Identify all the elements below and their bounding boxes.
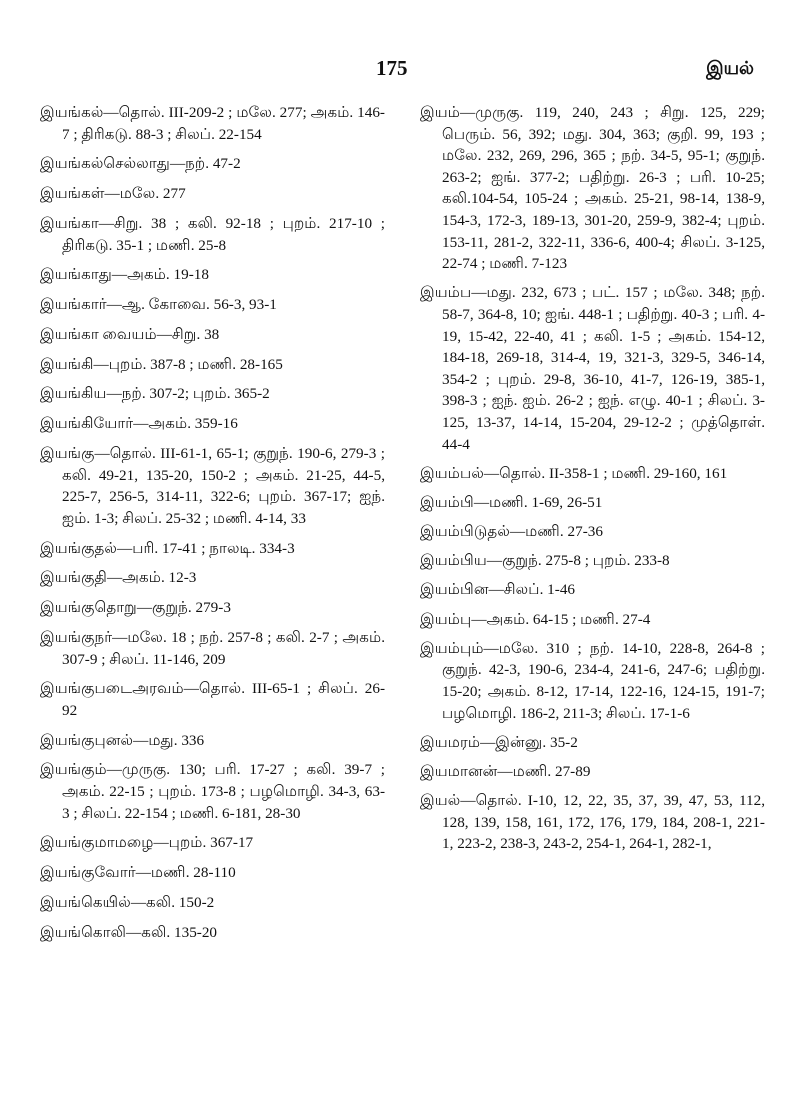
running-head: இயல் bbox=[706, 58, 754, 78]
index-entry: இயங்கார்—ஆ. கோவை. 56-3, 93-1 bbox=[40, 296, 277, 314]
index-entry: இயங்கள்—மலே. 277 bbox=[40, 185, 186, 203]
index-entry: இயங்கெயில்—கலி. 150-2 bbox=[40, 893, 215, 911]
index-entry: இயம்ப—மது. 232, 673 ; பட். 157 ; மலே. 348; நற். 58-7, 364-8, 10; ஐங். 448-1 ; பதிற்று. 40-3 ; பரி. 4-19, 15-42, 22-40, 41 ; கலி. 1-5 ; அகம். 154-12, 184-18, 269-18, 314-4, 19, 321-3, 329-5, 346-14, 354-2 ; புறம். 29-8, 36-10, 41-7, 126-19, 385-1, 398-3 ; ஐந். ஐம். 26-2 ; ஐந். எழு. 40-1 ; சிலப். 3-125, 13-37, 14-14, 15-204, 29-12-2 ; முத்தொள். 44-4 bbox=[420, 284, 765, 453]
index-entry: இயங்குதல்—பரி. 17-41 ; நாலடி. 334-3 bbox=[40, 539, 295, 557]
index-entry: இயம்—முருகு. 119, 240, 243 ; சிறு. 125, 229; பெரும். 56, 392; மது. 304, 363; குறி. 99, 193 ; மலே. 232, 269, 296, 365 ; நற். 34-5, 95-1; குறுந். 263-2; ஐங். 377-2; பதிற்று. 26-3 ; பரி. 10-25; கலி.104-54, 105-24 ; அகம். 25-21, 98-14, 138-9, 154-3, 172-3, 189-13, 301-20, 259-9, 382-4; புறம். 153-11, 281-2, 322-11, 336-6, 400-4; சிலப். 3-125, 22-74 ; மணி. 7-123 bbox=[420, 104, 765, 273]
index-entry: இயம்பிய—குறுந். 275-8 ; புறம். 233-8 bbox=[420, 552, 670, 570]
index-entry: இயம்பின—சிலப். 1-46 bbox=[420, 581, 576, 599]
index-entry: இயங்குவோர்—மணி. 28-110 bbox=[40, 864, 236, 882]
index-entry: இயங்கா வையம்—சிறு. 38 bbox=[40, 325, 220, 343]
index-entry: இயங்குமாமழை—புறம். 367-17 bbox=[40, 834, 254, 852]
index-entry: இயம்பல்—தொல். II-358-1 ; மணி. 29-160, 161 bbox=[420, 464, 728, 482]
index-entry: இயம்பு—அகம். 64-15 ; மணி. 27-4 bbox=[420, 610, 651, 628]
index-entry: இயம்பி—மணி. 1-69, 26-51 bbox=[420, 493, 603, 511]
index-entry: இயங்கியோர்—அகம். 359-16 bbox=[40, 415, 238, 433]
index-entry: இயமானன்—மணி. 27-89 bbox=[420, 762, 591, 780]
index-entry: இயம்பிடுதல்—மணி. 27-36 bbox=[420, 523, 603, 541]
left-column bbox=[40, 102, 385, 952]
index-entry: இயங்கு—தொல். III-61-1, 65-1; குறுந். 190-6, 279-3 ; கலி. 49-21, 135-20, 150-2 ; அகம். 21-25, 44-5, 225-7, 256-5, 314-11, 322-6; புறம். 367-17; ஐந். ஐம். 1-3; சிலப். 25-32 ; மணி. 4-14, 33 bbox=[40, 445, 385, 527]
index-entry: இயங்காது—அகம். 19-18 bbox=[40, 266, 209, 284]
index-entry: இயல்—தொல். I-10, 12, 22, 35, 37, 39, 47, 53, 112, 128, 139, 158, 161, 172, 176, 179, 184, 208-1, 221-1, 223-2, 238-3, 243-2, 254-1, 264-1, 282-1, bbox=[420, 792, 765, 853]
right-column bbox=[420, 102, 765, 863]
index-entry: இயங்கா—சிறு. 38 ; கலி. 92-18 ; புறம். 217-10 ; திரிகடு. 35-1 ; மணி. 25-8 bbox=[40, 214, 385, 254]
index-entry: இயங்குநர்—மலே. 18 ; நற். 257-8 ; கலி. 2-7 ; அகம். 307-9 ; சிலப். 11-146, 209 bbox=[40, 628, 385, 668]
index-entry: இயம்பும்—மலே. 310 ; நற். 14-10, 228-8, 264-8 ; குறுந். 42-3, 190-6, 234-4, 241-6, 247-6; பதிற்று. 15-20; அகம். 8-12, 17-14, 122-16, 124-15, 191-7; பழமொழி. 186-2, 211-3; சிலப். 17-1-6 bbox=[420, 639, 765, 722]
index-entry: இயமரம்—இன்னு. 35-2 bbox=[420, 733, 578, 751]
page-number: 175 bbox=[376, 56, 408, 80]
index-entry: இயங்கும்—முருகு. 130; பரி. 17-27 ; கலி. 39-7 ; அகம். 22-15 ; புறம். 173-8 ; பழமொழி. 34-3, 63-3 ; சிலப். 22-154 ; மணி. 6-181, 28-30 bbox=[40, 761, 385, 822]
index-entry: இயங்கிய—நற். 307-2; புறம். 365-2 bbox=[40, 385, 270, 403]
index-entry: இயங்குபுனல்—மது. 336 bbox=[40, 731, 205, 749]
index-entry: இயங்குதொறு—குறுந். 279-3 bbox=[40, 599, 231, 617]
index-entry: இயங்கி—புறம். 387-8 ; மணி. 28-165 bbox=[40, 355, 283, 373]
index-entry: இயங்கொலி—கலி. 135-20 bbox=[40, 923, 218, 941]
index-entry: இயங்கல்—தொல். III-209-2 ; மலே. 277; அகம். 146-7 ; திரிகடு. 88-3 ; சிலப். 22-154 bbox=[40, 104, 385, 143]
page-header bbox=[0, 56, 800, 86]
index-entry: இயங்குபடைஅரவம்—தொல். III-65-1 ; சிலப். 26-92 bbox=[40, 680, 385, 719]
index-entry: இயங்குதி—அகம். 12-3 bbox=[40, 569, 197, 587]
index-entry: இயங்கல்செல்லாது—நற். 47-2 bbox=[40, 155, 241, 173]
